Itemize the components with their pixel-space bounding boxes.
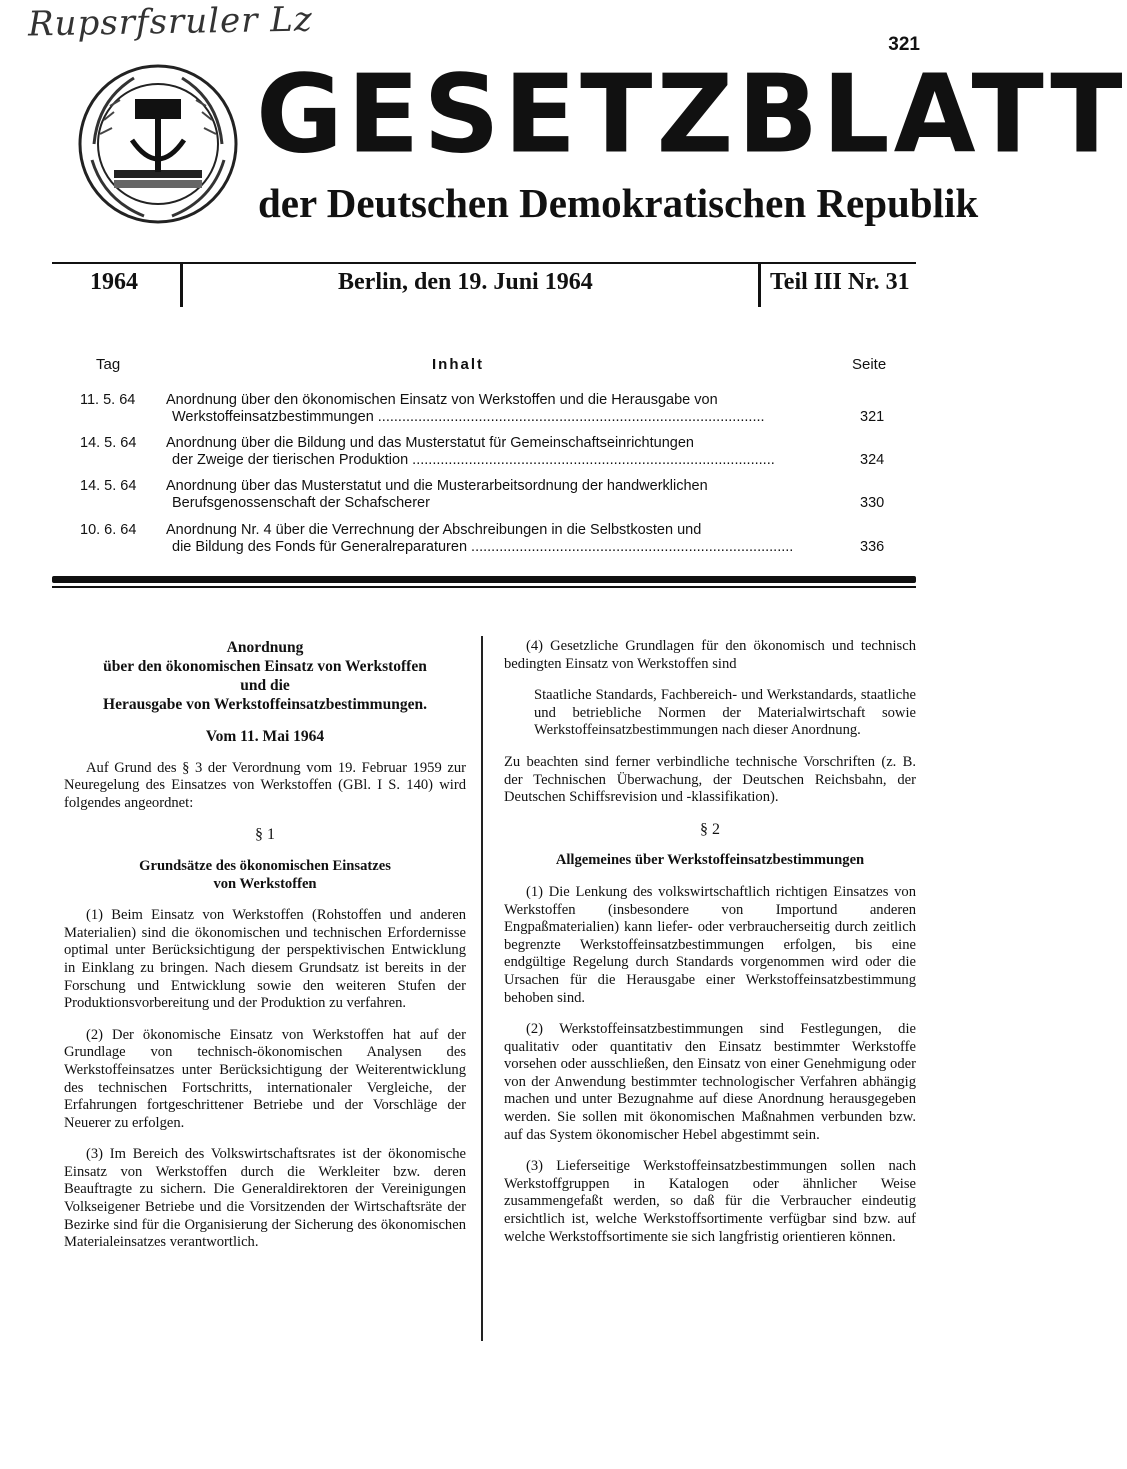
toc-entry-page: 336 bbox=[860, 539, 885, 555]
toc-entry-text: Anordnung über das Musterstatut und die Musterarbeitsordnung der handwerklichen Berufsgenossenschaft der Schafscherer bbox=[166, 478, 708, 511]
legal-bases-list: Staatliche Standards, Fachbereich- und Werkstandards, staatliche und betriebliche Normen der Materialwirtschaft sowie Werkstoffeinsatzbestimmungen nach dieser Anordnung. bbox=[534, 687, 916, 739]
section-1-title: Grundsätze des ökonomischen Einsatzes von Werkstoffen bbox=[139, 857, 391, 892]
section-1-para-1: (1) Beim Einsatz von Werkstoffen (Rohstoffen und anderen Materialien) sind die ökonomischen und technischen Erfordernisse optimal unter Berücksichtigung der perspektivischen Entwicklung in Einklang zu bringen. Nach diesem Grundsatz ist bereits in der Forschung und Entwicklung sowie den weiteren Stufen der Produktionsvorbereitung und der Produktion zu verfahren. bbox=[64, 907, 466, 1012]
toc-entry-date: 10. 6. 64 bbox=[80, 522, 137, 538]
issue-divider bbox=[758, 263, 761, 307]
issue-place-date: Berlin, den 19. Juni 1964 bbox=[338, 269, 593, 295]
toc-entry-text: Anordnung Nr. 4 über die Verrechnung der Abschreibungen in die Selbstkosten und die Bildung des Fonds für Generalreparaturen ................................................................................ bbox=[166, 522, 794, 555]
toc-entry-date: 11. 5. 64 bbox=[80, 392, 136, 408]
ordinance-heading: Anordnung über den ökonomischen Einsatz von Werkstoffen und die Herausgabe von Werkstoffeinsatzbestimmungen. bbox=[103, 639, 427, 713]
section-1-sign: § 1 bbox=[255, 826, 275, 844]
column-divider bbox=[481, 636, 483, 1341]
gazette-subtitle: der Deutschen Demokratischen Republik bbox=[258, 180, 979, 226]
state-emblem-icon bbox=[74, 60, 242, 228]
toc-entry-date: 14. 5. 64 bbox=[80, 435, 137, 451]
toc-entry-text: Anordnung über den ökonomischen Einsatz von Werkstoffen und die Herausgabe von Werkstoffeinsatzbestimmungen ................................................................................................ bbox=[166, 392, 765, 425]
section-2-para-2: (2) Werkstoffeinsatzbestimmungen sind Festlegungen, die qualitativ oder quantitativ den Einsatz bestimmter Werkstoffe vorsehen oder ausschließen, den Einsatz von einer Genehmigung oder von der Anwendung bestimmter technologischer Verfahren abhängig machen und unter Bezugnahme auf diese Anordnung herausgegeben werden. Sie sollen mit ökonomischen Maßnahmen verbunden bzw. auf das System ökonomischer Hebel abgestimmt sein. bbox=[504, 1021, 916, 1143]
section-divider-thick bbox=[52, 576, 916, 583]
toc-entry-page: 321 bbox=[860, 409, 885, 425]
toc-entry-page: 330 bbox=[860, 495, 885, 511]
toc-col-day: Tag bbox=[96, 356, 121, 373]
section-2-para-3: (3) Lieferseitige Werkstoffeinsatzbestimmungen sollen nach Werkstoffgruppen in Katalogen oder ähnlicher Weise zusammengefaßt werden, so daß für die Verbraucher eindeutig ersichtlich ist, welche Werkstoffsortimente verfügbar sind bzw. auf welche Werkstoffsortimente sie sich langfristig orientieren können. bbox=[504, 1158, 916, 1245]
section-1-para-4: (4) Gesetzliche Grundlagen für den ökonomisch und technisch bedingten Einsatz von Werkstoffen sind bbox=[504, 638, 916, 672]
issue-bar bbox=[52, 263, 916, 307]
toc-entry-date: 14. 5. 64 bbox=[80, 478, 137, 494]
technical-regulations-note: Zu beachten sind ferner verbindliche technische Vorschriften (z. B. der Technischen Überwachung, der Deutschen Reichsbahn, der Deutschen Schiffsrevision und -klassifikation). bbox=[504, 753, 916, 806]
issue-divider bbox=[180, 263, 183, 307]
page-number: 321 bbox=[888, 34, 920, 55]
issue-part-number: Teil III Nr. 31 bbox=[770, 269, 910, 295]
ordinance-date: Vom 11. Mai 1964 bbox=[205, 728, 325, 745]
gazette-title: GESETZBLATT bbox=[256, 51, 1127, 178]
preamble: Auf Grund des § 3 der Verordnung vom 19. Februar 1959 zur Neuregelung des Einsatzes von Werkstoffen (GBl. I S. 140) wird folgendes angeordnet: bbox=[64, 759, 466, 811]
right-column bbox=[504, 638, 916, 1260]
section-divider-thin bbox=[52, 586, 916, 588]
issue-year: 1964 bbox=[90, 269, 138, 295]
left-column bbox=[64, 638, 466, 1266]
section-2-sign: § 2 bbox=[700, 820, 720, 838]
section-2-para-1: (1) Die Lenkung des volkswirtschaftlich richtigen Einsatzes von Werkstoffen (insbesondere von Importund anderen Engpaßmaterialien) kann liefer- oder verbraucherseitig durch zeitlich begrenzte Werkstoffeinsatzbestimmungen erfolgen, bis eine endgültige Regelung durch Standards vorgenommen wird oder die Ursachen für die Herausgabe einer Werkstoffeinsatzbestimmung behoben sind. bbox=[504, 883, 916, 1006]
toc-entry-page: 324 bbox=[860, 452, 885, 468]
section-1-para-2: (2) Der ökonomische Einsatz von Werkstoffen hat auf der Grundlage von technisch-ökonomischen Analysen des Werkstoffeinsatzes unter Berücksichtigung der Weiterentwicklung des technischen Fortschritts, internationaler Vergleiche, der Erfahrungen fortgeschrittener Betriebe und der Vorschläge der Neuerer zu erfolgen. bbox=[64, 1026, 466, 1131]
section-1-para-3: (3) Im Bereich des Volkswirtschaftsrates ist der ökonomische Einsatz von Werkstoffen durch die Werkleiter bzw. deren Beauftragte zu sichern. Die Generaldirektoren der Vereinigungen Volkseigener Betriebe und die Vorsitzenden der Wirtschaftsräte der Bezirke sind für die Organisierung der Sicherung des ökonomischen Materialeinsatzes verantwortlich. bbox=[64, 1146, 466, 1251]
toc-col-content: Inhalt bbox=[432, 356, 484, 373]
handwritten-note: Rupsrfsruler Lz bbox=[27, 0, 314, 45]
section-2-title: Allgemeines über Werkstoffeinsatzbestimmungen bbox=[555, 852, 865, 869]
toc-col-page: Seite bbox=[852, 356, 887, 373]
toc-entry-text: Anordnung über die Bildung und das Musterstatut für Gemeinschaftseinrichtungen der Zweige der tierischen Produktion .......................................................................................... bbox=[166, 435, 775, 468]
